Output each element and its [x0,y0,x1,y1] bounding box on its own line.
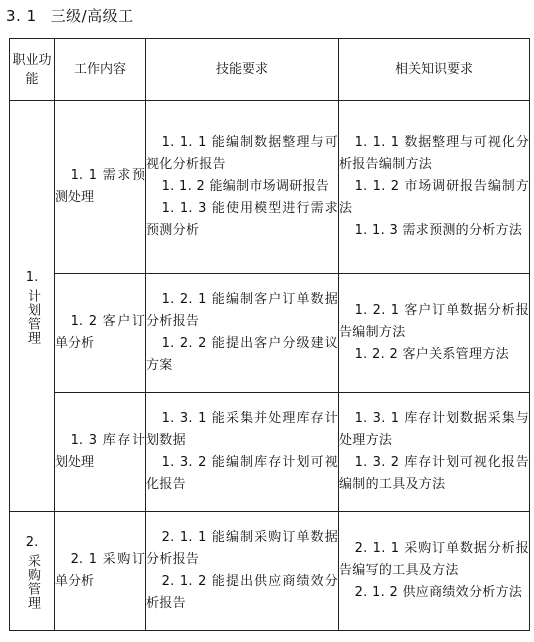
work-content-cell: 1. 2 客户订单分析 [55,274,146,393]
function-name: 采购管理 [25,553,40,610]
table-header-row [10,39,530,101]
skill-item: 1. 3. 1 能采集并处理库存计划数据 [146,411,338,448]
knowledge-cell [339,101,530,274]
section-title: 三级/高级工 [50,7,134,25]
knowledge-item: 2. 1. 2 供应商绩效分析方法 [354,585,523,600]
table-row [10,393,530,512]
knowledge-item: 1. 2. 1 客户订单数据分析报告编制方法 [339,303,529,340]
knowledge-item: 1. 2. 2 客户关系管理方法 [354,347,509,362]
knowledge-cell [339,512,530,631]
header-knowledge: 相关知识要求 [339,39,530,101]
table-row [10,274,530,393]
skill-item: 1. 1. 1 能编制数据整理与可视化分析报告 [146,135,338,172]
skills-cell [146,393,339,512]
skills-table [9,38,530,631]
section-heading [6,6,134,26]
skills-cell [146,274,339,393]
function-cell [10,101,55,512]
work-content-cell: 1. 3 库存计划处理 [55,393,146,512]
header-skills: 技能要求 [146,39,339,101]
function-cell [10,512,55,631]
function-number: 1. [25,269,39,285]
knowledge-cell [339,393,530,512]
work-content-cell: 1. 1 需求预测处理 [55,101,146,274]
function-number: 2. [25,534,39,550]
function-name: 计划管理 [25,288,40,345]
table-row [10,101,530,274]
knowledge-item: 1. 1. 1 数据整理与可视化分析报告编制方法 [339,135,529,172]
knowledge-item: 1. 3. 1 库存计划数据采集与处理方法 [339,411,529,448]
skill-item: 1. 1. 2 能编制市场调研报告 [161,179,330,194]
skill-item: 1. 1. 3 能使用模型进行需求预测分析 [146,201,338,238]
knowledge-item: 1. 1. 2 市场调研报告编制方法 [339,179,529,216]
knowledge-item: 1. 3. 2 库存计划可视化报告编制的工具及方法 [339,455,529,492]
header-function: 职业功能 [10,39,55,101]
knowledge-item: 1. 1. 3 需求预测的分析方法 [354,223,523,238]
table-row [10,512,530,631]
header-work: 工作内容 [55,39,146,101]
knowledge-cell [339,274,530,393]
skill-item: 1. 2. 2 能提出客户分级建议方案 [146,336,338,373]
work-content-cell: 2. 1 采购订单分析 [55,512,146,631]
skill-item: 1. 2. 1 能编制客户订单数据分析报告 [146,292,338,329]
skill-item: 1. 3. 2 能编制库存计划可视化报告 [146,455,338,492]
skill-item: 2. 1. 1 能编制采购订单数据分析报告 [146,530,338,567]
skill-item: 2. 1. 2 能提出供应商绩效分析报告 [146,574,338,611]
knowledge-item: 2. 1. 1 采购订单数据分析报告编写的工具及方法 [339,541,529,578]
section-number: 3. 1 [6,7,37,25]
skills-cell [146,101,339,274]
skills-cell [146,512,339,631]
